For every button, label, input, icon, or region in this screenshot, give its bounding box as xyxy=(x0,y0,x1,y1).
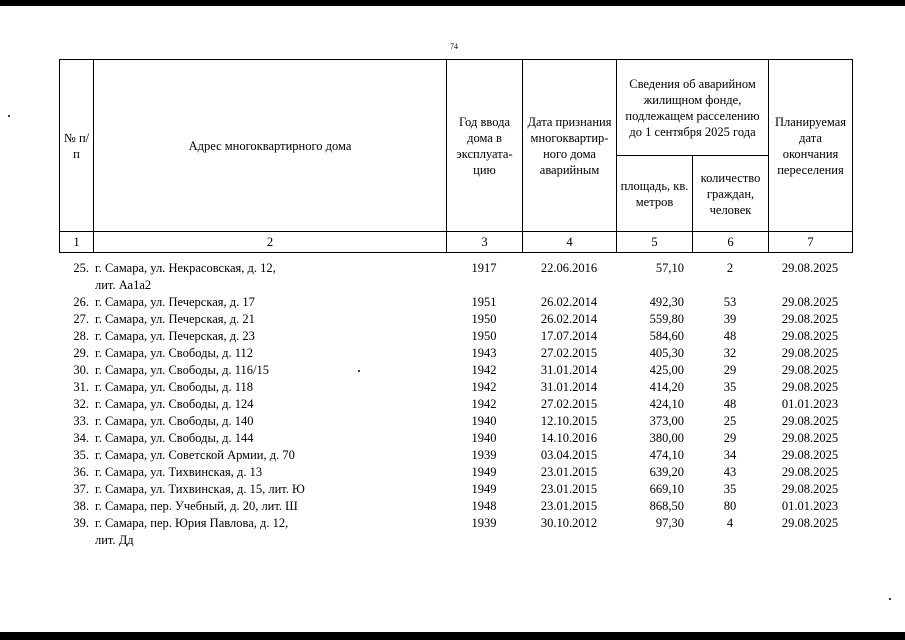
table-row xyxy=(59,447,852,464)
table-row xyxy=(59,515,852,549)
row-area: 57,10 xyxy=(655,261,684,275)
row-people: 34 xyxy=(723,448,737,462)
row-number: 38. xyxy=(73,499,89,513)
row-recognition-date: 12.10.2015 xyxy=(540,414,598,428)
row-recognition-date: 30.10.2012 xyxy=(540,516,598,530)
row-recognition-date: 03.04.2015 xyxy=(540,448,598,462)
row-address-line1: г. Самара, ул. Печерская, д. 23 xyxy=(95,329,255,343)
row-number: 29. xyxy=(73,346,89,360)
row-address-line1: г. Самара, ул. Печерская, д. 21 xyxy=(95,312,255,326)
row-planned-end-date: 29.08.2025 xyxy=(781,516,839,530)
row-number: 35. xyxy=(73,448,89,462)
top-border xyxy=(0,0,905,6)
col-num-7: 7 xyxy=(769,232,853,253)
row-address-line1: г. Самара, ул. Печерская, д. 17 xyxy=(95,295,255,309)
row-area: 639,20 xyxy=(649,465,684,479)
row-people: 53 xyxy=(723,295,737,309)
table-row xyxy=(59,396,852,413)
row-address xyxy=(93,447,446,464)
row-area: 584,60 xyxy=(649,329,684,343)
row-planned-end-date: 29.08.2025 xyxy=(781,329,839,343)
row-area: 424,10 xyxy=(649,397,684,411)
row-address xyxy=(93,430,446,447)
row-year: 1917 xyxy=(471,261,497,275)
row-year: 1940 xyxy=(471,431,497,445)
row-address-line1: г. Самара, ул. Тихвинская, д. 13 xyxy=(95,465,263,479)
row-address xyxy=(93,311,446,328)
page-number: 74 xyxy=(450,42,458,51)
table-row xyxy=(59,413,852,430)
row-recognition-date: 23.01.2015 xyxy=(540,499,598,513)
row-year: 1951 xyxy=(471,295,497,309)
row-year: 1950 xyxy=(471,329,497,343)
header-year: Год ввода дома в эксплуата-цию xyxy=(447,60,523,232)
row-number: 34. xyxy=(73,431,89,445)
row-number: 31. xyxy=(73,380,89,394)
scan-speck xyxy=(8,115,10,117)
row-people: 29 xyxy=(723,363,737,377)
table-row xyxy=(59,260,852,294)
row-year: 1940 xyxy=(471,414,497,428)
col-num-4: 4 xyxy=(523,232,617,253)
row-year: 1942 xyxy=(471,363,497,377)
table-row xyxy=(59,498,852,515)
row-number: 27. xyxy=(73,312,89,326)
header-recognition-date: Дата признания многоквартир-ного дома аварийным xyxy=(523,60,617,232)
row-address xyxy=(93,464,446,481)
row-address xyxy=(93,345,446,362)
row-year: 1949 xyxy=(471,482,497,496)
table-row xyxy=(59,311,852,328)
row-people: 48 xyxy=(723,397,737,411)
row-address xyxy=(93,413,446,430)
header-planned-end-date: Планируемая дата окончания переселения xyxy=(769,60,853,232)
row-planned-end-date: 29.08.2025 xyxy=(781,295,839,309)
row-planned-end-date: 29.08.2025 xyxy=(781,346,839,360)
row-recognition-date: 26.02.2014 xyxy=(540,295,598,309)
data-table xyxy=(59,260,852,549)
row-address-line2: лит. Аа1а2 xyxy=(95,278,152,292)
row-people: 25 xyxy=(723,414,737,428)
row-planned-end-date: 01.01.2023 xyxy=(781,397,839,411)
table-header xyxy=(59,59,853,253)
row-address xyxy=(93,294,446,311)
row-recognition-date: 27.02.2015 xyxy=(540,346,598,360)
table-row xyxy=(59,379,852,396)
header-number: № п/п xyxy=(60,60,94,232)
table-row xyxy=(59,294,852,311)
row-year: 1948 xyxy=(471,499,497,513)
col-num-5: 5 xyxy=(617,232,693,253)
row-area: 97,30 xyxy=(655,516,684,530)
table-row xyxy=(59,328,852,345)
row-recognition-date: 23.01.2015 xyxy=(540,465,598,479)
column-number-row xyxy=(60,232,853,253)
row-area: 414,20 xyxy=(649,380,684,394)
col-num-1: 1 xyxy=(60,232,94,253)
row-people: 29 xyxy=(723,431,737,445)
row-recognition-date: 17.07.2014 xyxy=(540,329,598,343)
bottom-border xyxy=(0,632,905,640)
row-number: 39. xyxy=(73,516,89,530)
row-people: 35 xyxy=(723,380,737,394)
row-year: 1950 xyxy=(471,312,497,326)
row-number: 28. xyxy=(73,329,89,343)
scan-speck xyxy=(358,370,360,372)
row-address xyxy=(93,379,446,396)
row-address xyxy=(93,328,446,345)
header-people: количество граждан, человек xyxy=(693,156,769,232)
row-year: 1942 xyxy=(471,380,497,394)
row-number: 36. xyxy=(73,465,89,479)
table-row xyxy=(59,481,852,498)
row-address xyxy=(93,362,446,379)
row-number: 32. xyxy=(73,397,89,411)
row-address-line1: г. Самара, ул. Советской Армии, д. 70 xyxy=(95,448,295,462)
row-people: 2 xyxy=(726,261,734,275)
row-year: 1949 xyxy=(471,465,497,479)
col-num-3: 3 xyxy=(447,232,523,253)
row-planned-end-date: 29.08.2025 xyxy=(781,482,839,496)
row-number: 30. xyxy=(73,363,89,377)
row-recognition-date: 26.02.2014 xyxy=(540,312,598,326)
col-num-6: 6 xyxy=(693,232,769,253)
row-planned-end-date: 29.08.2025 xyxy=(781,363,839,377)
row-recognition-date: 23.01.2015 xyxy=(540,482,598,496)
row-address-line1: г. Самара, ул. Свободы, д. 144 xyxy=(95,431,254,445)
table-row xyxy=(59,345,852,362)
row-number: 26. xyxy=(73,295,89,309)
header-emergency-fund: Сведения об аварийном жилищном фонде, подлежащем расселению до 1 сентября 2025 года xyxy=(617,60,769,156)
row-people: 35 xyxy=(723,482,737,496)
row-area: 474,10 xyxy=(649,448,684,462)
row-planned-end-date: 29.08.2025 xyxy=(781,380,839,394)
row-address-line1: г. Самара, ул. Тихвинская, д. 15, лит. Ю xyxy=(95,482,305,496)
row-address-line1: г. Самара, пер. Юрия Павлова, д. 12, xyxy=(95,516,289,530)
row-recognition-date: 22.06.2016 xyxy=(540,261,598,275)
row-people: 39 xyxy=(723,312,737,326)
row-recognition-date: 14.10.2016 xyxy=(540,431,598,445)
row-number: 33. xyxy=(73,414,89,428)
row-area: 868,50 xyxy=(649,499,684,513)
row-people: 32 xyxy=(723,346,737,360)
row-people: 48 xyxy=(723,329,737,343)
row-year: 1939 xyxy=(471,516,497,530)
row-planned-end-date: 29.08.2025 xyxy=(781,414,839,428)
row-area: 559,80 xyxy=(649,312,684,326)
row-recognition-date: 31.01.2014 xyxy=(540,380,598,394)
row-people: 80 xyxy=(723,499,737,513)
row-recognition-date: 31.01.2014 xyxy=(540,363,598,377)
row-address xyxy=(93,396,446,413)
row-area: 405,30 xyxy=(649,346,684,360)
row-recognition-date: 27.02.2015 xyxy=(540,397,598,411)
row-address-line1: г. Самара, пер. Учебный, д. 20, лит. Ш xyxy=(95,499,298,513)
row-number: 25. xyxy=(73,261,89,275)
table-row xyxy=(59,430,852,447)
row-year: 1939 xyxy=(471,448,497,462)
row-address xyxy=(93,515,446,549)
row-area: 492,30 xyxy=(649,295,684,309)
row-address-line1: г. Самара, ул. Свободы, д. 140 xyxy=(95,414,254,428)
row-planned-end-date: 29.08.2025 xyxy=(781,261,839,275)
row-planned-end-date: 29.08.2025 xyxy=(781,448,839,462)
header-address: Адрес многоквартирного дома xyxy=(94,60,447,232)
table-row xyxy=(59,464,852,481)
row-planned-end-date: 29.08.2025 xyxy=(781,431,839,445)
row-address xyxy=(93,481,446,498)
row-planned-end-date: 29.08.2025 xyxy=(781,312,839,326)
row-address xyxy=(93,498,446,515)
row-address-line1: г. Самара, ул. Свободы, д. 116/15 xyxy=(95,363,269,377)
table-row xyxy=(59,362,852,379)
header-area: площадь, кв. метров xyxy=(617,156,693,232)
row-address-line1: г. Самара, ул. Свободы, д. 124 xyxy=(95,397,254,411)
row-address xyxy=(93,260,446,294)
row-number: 37. xyxy=(73,482,89,496)
row-address-line1: г. Самара, ул. Свободы, д. 112 xyxy=(95,346,254,360)
row-planned-end-date: 01.01.2023 xyxy=(781,499,839,513)
row-area: 380,00 xyxy=(649,431,684,445)
scan-speck xyxy=(889,598,891,600)
row-address-line1: г. Самара, ул. Некрасовская, д. 12, xyxy=(95,261,276,275)
row-year: 1943 xyxy=(471,346,497,360)
row-address-line2: лит. Дд xyxy=(95,533,134,547)
col-num-2: 2 xyxy=(94,232,447,253)
row-address-line1: г. Самара, ул. Свободы, д. 118 xyxy=(95,380,254,394)
row-people: 43 xyxy=(723,465,737,479)
row-year: 1942 xyxy=(471,397,497,411)
row-area: 373,00 xyxy=(649,414,684,428)
row-planned-end-date: 29.08.2025 xyxy=(781,465,839,479)
row-people: 4 xyxy=(726,516,734,530)
row-area: 425,00 xyxy=(649,363,684,377)
row-area: 669,10 xyxy=(649,482,684,496)
